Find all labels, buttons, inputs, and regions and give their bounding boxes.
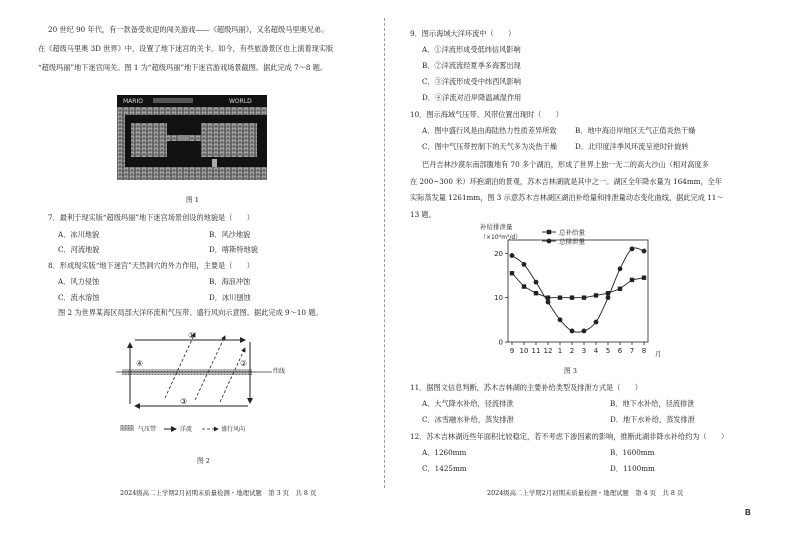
page-divider <box>384 18 385 488</box>
question-12-option-a[interactable]: A．1260mm <box>422 448 467 457</box>
data-point-square <box>558 295 562 299</box>
question-8-option-b[interactable]: B．海浪冲蚀 <box>209 277 251 286</box>
latitude-label: 纬线 <box>273 368 286 375</box>
y-tick-label: 0 <box>498 338 503 347</box>
left-page <box>0 0 390 544</box>
right-footer: 2024级高二上学期2月初期末质量检测・地理试题 第 4 页 共 8 页 <box>487 489 684 497</box>
question-12-option-b[interactable]: B．1600mm <box>610 448 655 457</box>
data-point-circle <box>582 329 587 334</box>
data-point-circle <box>630 246 635 251</box>
data-point-square <box>594 293 598 297</box>
data-point-circle <box>594 320 599 325</box>
question-7-option-b[interactable]: B．风沙地貌 <box>209 230 251 239</box>
data-point-circle <box>570 329 575 334</box>
label-2: ② <box>240 359 248 368</box>
chart-x-label: 月 <box>655 350 662 358</box>
legend-current-label: 洋流 <box>180 426 193 433</box>
question-12-stem: 12．苏木吉林湖近些年面积比较稳定，若不考虑下渗因素的影响，推断此湖非降水补给约为（ ） <box>410 432 729 441</box>
data-point-circle <box>546 300 551 305</box>
passage-line: 13 题。 <box>410 210 436 219</box>
question-11-option-b[interactable]: B．地下水补给，径流排泄 <box>610 399 695 408</box>
data-point-circle <box>618 266 623 271</box>
x-tick-label: 3 <box>581 347 587 355</box>
x-tick-label: 8 <box>641 347 647 355</box>
legend-wind-label: 盛行风向 <box>221 426 246 433</box>
question-8-option-a[interactable]: A．风力侵蚀 <box>58 277 100 286</box>
wind-arrow <box>195 336 225 400</box>
question-10-option-b[interactable]: B．地中海沿岸地区天气正值炎热干燥 <box>575 126 696 135</box>
legend-label: 总排泄量 <box>559 237 585 246</box>
data-point-circle <box>558 317 563 322</box>
question-10-option-c[interactable]: C．图中气压带控制下的天气多为炎热干燥 <box>422 142 557 151</box>
question-11-option-c[interactable]: C．冰雪融水补给，蒸发排泄 <box>422 415 514 424</box>
series-line-总排泄量 <box>512 248 644 332</box>
data-point-square <box>510 271 514 275</box>
question-10-option-a[interactable]: A．图中盛行风是由海陆热力性质差异所致 <box>422 126 557 135</box>
question-11-option-a[interactable]: A．大气降水补给，径流排泄 <box>422 399 514 408</box>
label-3: ③ <box>180 397 188 406</box>
game-hud-left: MARIO <box>123 98 143 105</box>
x-tick-label: 11 <box>531 347 541 355</box>
x-tick-label: 9 <box>509 347 515 355</box>
intro-text-line: 20 世纪 90 年代，有一款备受欢迎的闯关游戏——《超级玛丽》，又名超级马里奥兄弟。 <box>48 25 329 34</box>
label-4: ④ <box>136 359 144 368</box>
question-9-stem: 9．图示海域大洋环流中（ ） <box>410 29 516 38</box>
right-page <box>392 0 800 544</box>
data-point-square <box>534 291 538 295</box>
legend-pressure-label: 气压带 <box>138 426 157 433</box>
left-footer: 2024级高二上学期2月初期末质量检测・地理试题 第 3 页 共 8 页 <box>120 489 317 497</box>
data-point-circle <box>606 295 611 300</box>
data-point-square <box>630 278 634 282</box>
game-hud-right: WORLD <box>229 98 252 105</box>
paper-version-mark: B <box>745 508 751 517</box>
chart-y-label: 补给排泄量 <box>480 223 513 231</box>
passage-line: 巴丹吉林沙漠东南部腹地有 70 多个湖泊，形成了世界上独一无二的高大沙山（相对高度多 <box>422 160 709 169</box>
data-point-square <box>522 284 526 288</box>
series-line-总补给量 <box>512 273 644 297</box>
data-point-square <box>642 275 646 279</box>
intro-text-line: 在《超级马里奥 3D 世界》中，设置了地下迷宫的关卡。如今，有些旅游景区也上演着现实版 <box>38 44 334 53</box>
question-8-stem: 8．形成现实版“地下迷宫”天然洞穴的外力作用，主要是（ ） <box>48 261 254 270</box>
question-8-option-c[interactable]: C．流水溶蚀 <box>58 293 100 302</box>
x-tick-label: 4 <box>593 347 599 355</box>
passage-line: 实际蒸发量 1261mm，图 3 示意苏木吉林湖区湖泊补给量和排泄量动态变化曲线，据此完成 11～ <box>410 193 724 202</box>
data-point-circle <box>642 249 647 254</box>
data-point-circle <box>534 280 539 285</box>
figure-2-ocean-current-diagram <box>100 328 300 438</box>
figure-1-caption: 图 1 <box>186 196 199 204</box>
question-12-option-c[interactable]: C．1425mm <box>422 464 467 473</box>
y-tick-label: 20 <box>494 249 503 258</box>
question-12-option-d[interactable]: D．1100mm <box>610 464 655 473</box>
x-tick-label: 2 <box>569 347 575 355</box>
question-7-option-c[interactable]: C．河流地貌 <box>58 245 100 254</box>
question-7-stem: 7．最利于现实版“超级玛丽”地下迷宫场景创设的地貌是（ ） <box>48 213 254 222</box>
x-tick-label: 10 <box>519 347 529 355</box>
passage-line: 在 200~300 米）环抱湖泊的景观，苏木吉林湖就是其中之一。湖区全年降水量为 164mm，全年 <box>410 177 723 186</box>
data-point-circle <box>510 253 515 258</box>
wind-arrow <box>165 333 195 398</box>
legend-label: 总补给量 <box>559 228 585 237</box>
data-point-square <box>618 287 622 291</box>
figure-1-game-screenshot <box>117 95 267 180</box>
figure-2-intro: 图 2 为世界某海区局部大洋环流和气压带、盛行风向示意图。据此完成 9～10 题。 <box>58 308 323 317</box>
legend-pressure-swatch <box>120 425 134 431</box>
data-point-square <box>582 295 586 299</box>
question-7-option-d[interactable]: D．喀斯特地貌 <box>209 245 258 254</box>
question-9-option-c[interactable]: C．③洋流形成受中纬西风影响 <box>422 77 521 86</box>
question-9-option-b[interactable]: B．②洋流流经夏季多海雾出现 <box>422 61 521 70</box>
x-tick-label: 5 <box>605 347 611 355</box>
x-tick-label: 7 <box>629 347 635 355</box>
data-point-circle <box>522 262 527 267</box>
figure-3-caption: 图 3 <box>564 367 577 375</box>
question-9-option-d[interactable]: D．④洋流对沿岸降温减湿作用 <box>422 93 522 102</box>
legend-marker-circle <box>547 239 552 244</box>
figure-3-line-chart <box>480 218 660 360</box>
chart-y-unit: （×10⁴m³/d） <box>480 234 522 241</box>
question-7-option-a[interactable]: A．冰川地貌 <box>58 230 100 239</box>
label-1: ① <box>188 331 196 340</box>
question-11-option-d[interactable]: D．地下水补给，蒸发排泄 <box>610 415 695 424</box>
intro-text-line: “超级玛丽”地下迷宫闯关。图 1 为“超级玛丽”地下迷宫游戏场景截图。据此完成 7～8 题。 <box>38 63 328 72</box>
figure-2-caption: 图 2 <box>197 457 210 465</box>
question-10-stem: 10．图示海域气压带、风带位置出现时（ ） <box>410 110 563 119</box>
legend-marker-square <box>547 230 551 234</box>
y-tick-label: 10 <box>494 294 503 303</box>
question-11-stem: 11．据图文信息判断，苏木吉林湖的主要补给类型及排泄方式是（ ） <box>410 383 642 392</box>
question-8-option-d[interactable]: D．冰川刨蚀 <box>209 293 251 302</box>
question-9-option-a[interactable]: A．①洋流形成受低纬信风影响 <box>422 45 521 54</box>
x-tick-label: 12 <box>543 347 553 355</box>
data-point-square <box>570 295 574 299</box>
question-10-option-d[interactable]: D．北印度洋季风环流呈逆时针旋转 <box>575 142 689 151</box>
x-tick-label: 6 <box>617 347 623 355</box>
x-tick-label: 1 <box>557 347 563 355</box>
